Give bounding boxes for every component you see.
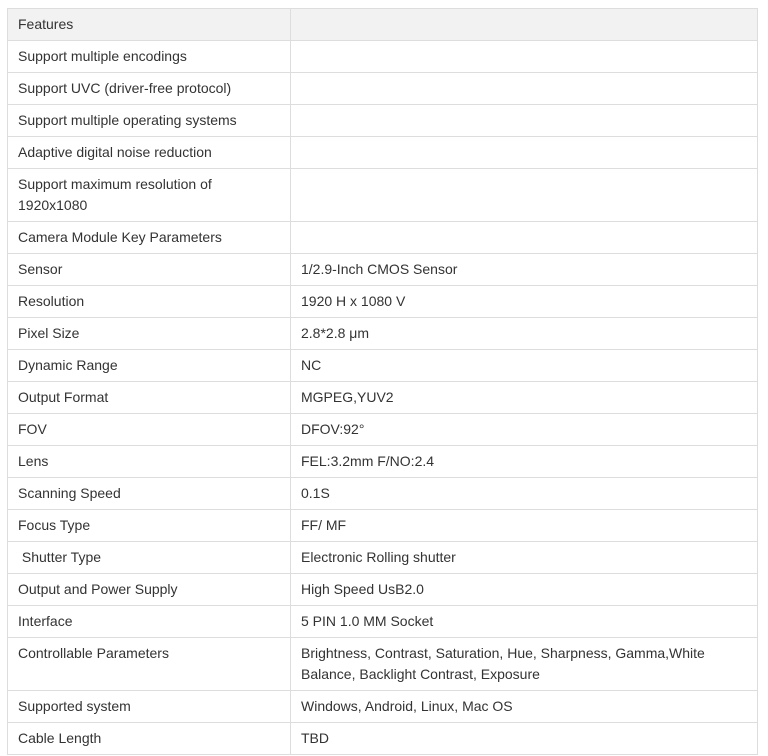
table-row [8, 723, 758, 755]
table-row [8, 350, 758, 382]
table-cell-value: DFOV:92° [291, 414, 758, 446]
table-cell-value [291, 9, 758, 41]
table-cell-key: Controllable Parameters [8, 638, 291, 691]
table-cell-value: High Speed UsB2.0 [291, 574, 758, 606]
table-cell-value: 2.8*2.8 μm [291, 318, 758, 350]
table-cell-key: Output and Power Supply [8, 574, 291, 606]
table-cell-key: Focus Type [8, 510, 291, 542]
table-cell-key: Dynamic Range [8, 350, 291, 382]
table-row [8, 73, 758, 105]
table-cell-value: 5 PIN 1.0 MM Socket [291, 606, 758, 638]
table-cell-key: FOV [8, 414, 291, 446]
spec-table [7, 8, 758, 755]
table-cell-key: Resolution [8, 286, 291, 318]
table-cell-value: FEL:3.2mm F/NO:2.4 [291, 446, 758, 478]
table-row [8, 574, 758, 606]
table-cell-key: Camera Module Key Parameters [8, 222, 291, 254]
table-cell-value [291, 105, 758, 137]
table-cell-key: Support multiple operating systems [8, 105, 291, 137]
table-cell-value: TBD [291, 723, 758, 755]
table-cell-key: Features [8, 9, 291, 41]
table-row [8, 446, 758, 478]
table-cell-key: Interface [8, 606, 291, 638]
table-row [8, 478, 758, 510]
table-cell-value: 1920 H x 1080 V [291, 286, 758, 318]
table-row [8, 286, 758, 318]
table-cell-value: 0.1S [291, 478, 758, 510]
table-row [8, 638, 758, 691]
table-row [8, 105, 758, 137]
table-row [8, 254, 758, 286]
table-cell-key: Adaptive digital noise reduction [8, 137, 291, 169]
table-cell-value: NC [291, 350, 758, 382]
table-row [8, 318, 758, 350]
table-cell-key: Scanning Speed [8, 478, 291, 510]
table-cell-key: Shutter Type [8, 542, 291, 574]
table-cell-key: Supported system [8, 691, 291, 723]
table-cell-key: Support maximum resolution of 1920x1080 [8, 169, 291, 222]
table-row [8, 606, 758, 638]
table-row [8, 41, 758, 73]
table-cell-key: Output Format [8, 382, 291, 414]
table-cell-key: Support multiple encodings [8, 41, 291, 73]
table-cell-value: Electronic Rolling shutter [291, 542, 758, 574]
table-cell-key: Pixel Size [8, 318, 291, 350]
table-cell-value [291, 41, 758, 73]
table-cell-value [291, 73, 758, 105]
table-cell-key: Cable Length [8, 723, 291, 755]
table-cell-value: Brightness, Contrast, Saturation, Hue, Sharpness, Gamma,White Balance, Backlight Contrast, Exposure [291, 638, 758, 691]
table-row [8, 414, 758, 446]
table-row [8, 691, 758, 723]
table-cell-value: Windows, Android, Linux, Mac OS [291, 691, 758, 723]
table-cell-value: MGPEG,YUV2 [291, 382, 758, 414]
table-cell-value [291, 137, 758, 169]
table-cell-key: Lens [8, 446, 291, 478]
table-cell-value [291, 222, 758, 254]
table-row [8, 542, 758, 574]
table-row [8, 510, 758, 542]
table-row [8, 137, 758, 169]
table-cell-value [291, 169, 758, 222]
table-row [8, 169, 758, 222]
table-header-row [8, 9, 758, 41]
table-row [8, 382, 758, 414]
table-cell-key: Support UVC (driver-free protocol) [8, 73, 291, 105]
table-cell-value: 1/2.9-Inch CMOS Sensor [291, 254, 758, 286]
table-row [8, 222, 758, 254]
table-cell-key: Sensor [8, 254, 291, 286]
table-cell-value: FF/ MF [291, 510, 758, 542]
